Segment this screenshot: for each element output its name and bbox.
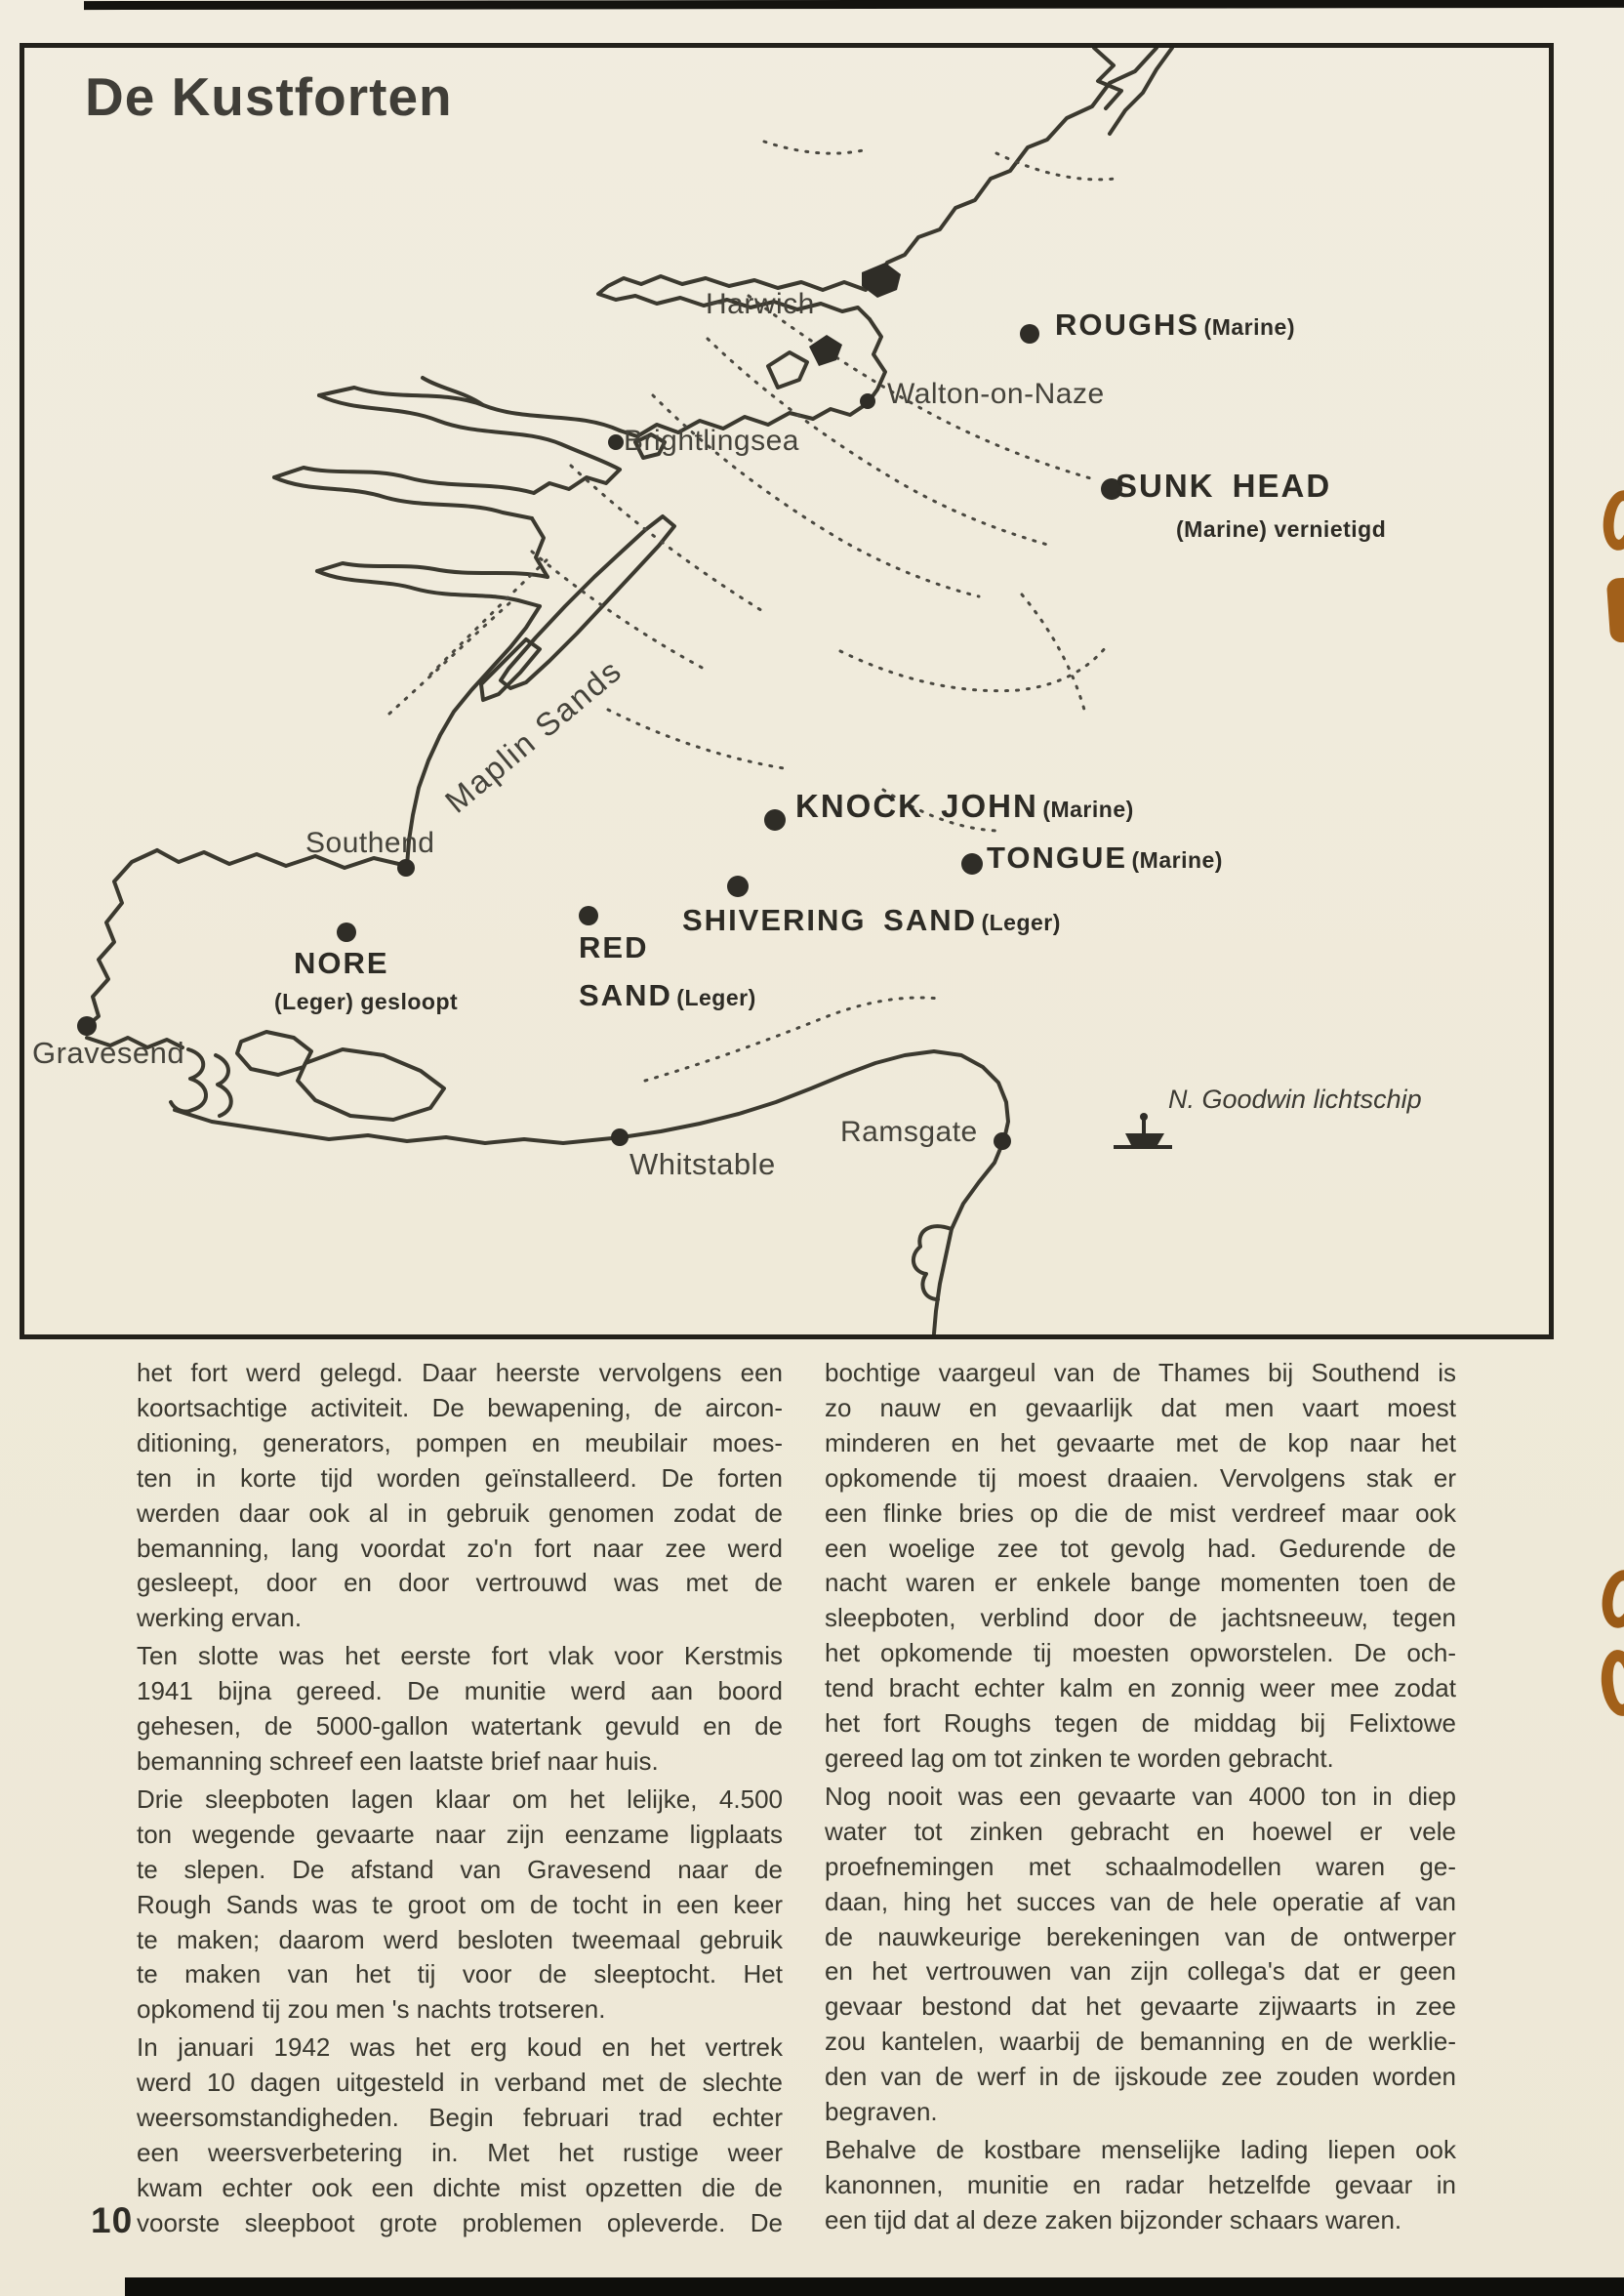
harwich-harbour-blob: [862, 263, 901, 298]
text-line: Nog nooit was een gevaarte van 4000 ton in diep: [825, 1781, 1456, 1811]
text-line: daan, hing het succes van de hele operatie af van: [825, 1886, 1456, 1916]
thames-estuary-map: [24, 48, 1549, 1334]
text-line: bemanning, lang voordat zo'n fort naar zee werd: [137, 1533, 783, 1563]
text-line: kanonnen, munitie en radar hetzelfde gevaar in: [825, 2169, 1456, 2199]
paragraph: [137, 1639, 783, 1780]
fort-qualifier: (Leger): [676, 985, 756, 1010]
text-line: proefnemingen met schaalmodellen waren ge-: [825, 1851, 1456, 1881]
page-edge-print-artifact: [1600, 488, 1624, 553]
walton-islet-filled: [809, 335, 842, 366]
text-line: tend bracht echter kalm en zonnig weer mee zodat: [825, 1673, 1456, 1703]
text-line: gereed lag om tot zinken te worden gebracht.: [825, 1742, 1334, 1773]
text-line: en het vertrouwen van zijn collega's dat er geen: [825, 1956, 1456, 1987]
text-line: bemanning schreef een laatste brief naar huis.: [137, 1745, 659, 1776]
map-label-ramsgate: Ramsgate: [840, 1116, 978, 1148]
fort-dot-shivering-sand: [727, 876, 749, 897]
map-label-harwich: Harwich: [706, 288, 815, 320]
text-line: begraven.: [825, 2097, 938, 2127]
text-line: een tijd dat al deze zaken bijzonder schaars waren.: [825, 2204, 1402, 2234]
crouch-lower: [317, 571, 540, 606]
fort-name-line2: SAND: [579, 978, 672, 1012]
page-edge-print-artifact: [1599, 1648, 1624, 1718]
fort-name-line1: RED: [579, 930, 649, 964]
page-title: De Kustforten: [85, 66, 453, 127]
paragraph: [825, 1356, 1456, 1777]
text-line: een woelige zee tot gevolg had. Gedurende de: [825, 1533, 1456, 1563]
fort-name: SUNK HEAD: [1116, 468, 1332, 504]
fort-qualifier: (Marine): [1203, 314, 1295, 340]
text-line: Drie sleepboten lagen klaar om het lelijke, 4.500: [137, 1784, 783, 1814]
map-label-walton-on-naze: Walton-on-Naze: [887, 378, 1105, 410]
blackwater-upper: [274, 468, 534, 493]
fort-dot-red-sand: [579, 906, 598, 925]
map-label-fort-sunk-head: [1116, 468, 1386, 543]
text-line: een flinke bries op die de mist verdreef maar ook: [825, 1497, 1456, 1528]
medway-creek-2: [216, 1055, 231, 1116]
map-label-fort-roughs: [1055, 308, 1295, 343]
article-column-right: [825, 1356, 1456, 2241]
map-label-gravesend: Gravesend: [32, 1036, 185, 1070]
text-line: nacht waren er enkele bange momenten toen de: [825, 1568, 1456, 1598]
text-line: voorste sleepboot grote problemen opleverde. De: [137, 2207, 783, 2237]
text-line: Behalve de kostbare menselijke lading liepen ook: [825, 2134, 1456, 2164]
text-line: het fort werd gelegd. Daar heerste vervolgens een: [137, 1358, 783, 1387]
map-figure: [20, 43, 1554, 1339]
article-body: [137, 1356, 1456, 2241]
paragraph: [825, 1780, 1456, 2130]
text-line: minderen en het gevaarte met de kop naar het: [825, 1427, 1456, 1457]
text-line: werking ervan.: [137, 1603, 303, 1633]
map-label-fort-tongue: [987, 840, 1223, 876]
text-line: gesleept, door en door vertrouwd was met de: [137, 1568, 783, 1598]
text-line: In januari 1942 was het erg koud en het vertrek: [137, 2032, 783, 2063]
paragraph: [825, 2133, 1456, 2238]
fort-name: TONGUE: [987, 840, 1128, 875]
colne-estuary-lower: [319, 395, 620, 470]
map-label-whitstable: Whitstable: [629, 1147, 776, 1181]
text-line: ditioning, generators, pompen en meubilair moes-: [137, 1427, 783, 1457]
fort-name: ROUGHS: [1055, 308, 1200, 342]
map-label-fort-knock-john: [795, 788, 1134, 825]
text-line: opkomend tij zou men 's nachts trotseren.: [137, 1994, 606, 2025]
text-line: werden daar ook al in gebruik genomen zodat de: [137, 1497, 783, 1528]
fort-dot-knock-john: [764, 809, 786, 831]
text-line: Ten slotte was het eerste fort vlak voor Kerstmis: [137, 1641, 783, 1671]
paragraph: [137, 1356, 783, 1636]
town-dot-ramsgate: [994, 1132, 1011, 1150]
fort-dot-roughs: [1020, 324, 1039, 344]
coast-south-of-ramsgate: [934, 1139, 1004, 1333]
text-line: het opkomende tij moesten opworstelen. De och-: [825, 1638, 1456, 1668]
text-line: bochtige vaargeul van de Thames bij Southend is: [825, 1358, 1456, 1387]
crouch-upper: [317, 563, 548, 577]
text-line: de nauwkeurige berekeningen van de ontwerper: [825, 1921, 1456, 1951]
text-line: kwam echter ook een dichte mist opzetten die de: [137, 2172, 783, 2202]
text-line: te slepen. De afstand van Gravesend naar de: [137, 1854, 783, 1884]
town-dot-brightlingsea: [608, 434, 624, 450]
text-line: 1941 bijna gereed. De munitie werd aan boord: [137, 1676, 783, 1706]
page-edge-print-artifact: [1606, 577, 1624, 643]
paragraph: [137, 2030, 783, 2240]
text-line: den van de werf in de ijskoude zee zouden worden: [825, 2062, 1456, 2092]
text-line: weersomstandigheden. Begin februari trad echter: [137, 2103, 783, 2133]
thames-river: [87, 850, 157, 1026]
page-edge-print-artifact: [1598, 1567, 1624, 1631]
text-line: gevaar bestond dat het gevaarte zijwaarts in zee: [825, 1991, 1456, 2022]
fort-name: SHIVERING SAND: [682, 903, 977, 937]
fort-dot-tongue: [961, 853, 983, 875]
text-line: zou kantelen, waarbij de bemanning en de werklie-: [825, 2027, 1456, 2057]
scan-bottom-edge: [125, 2277, 1624, 2296]
text-line: water tot zinken gebracht en hoewel er vele: [825, 1816, 1456, 1846]
colne-branch: [423, 378, 483, 405]
fort-dot-nore: [337, 922, 356, 942]
text-line: het fort Roughs tegen de middag bij Felixtowe: [825, 1708, 1456, 1739]
fort-name: KNOCK JOHN: [795, 788, 1038, 824]
page-number: 10: [91, 2200, 134, 2240]
map-label-maplin-sands: Maplin Sands: [437, 651, 629, 820]
text-line: gehesen, de 5000-gallon watertank gevuld en de: [137, 1711, 783, 1742]
fort-qualifier: (Leger) gesloopt: [274, 989, 459, 1014]
paragraph: [137, 1783, 783, 2028]
fort-name: NORE: [294, 946, 389, 980]
text-line: te maken; daarom werd besloten tweemaal gebruik: [137, 1924, 783, 1954]
lightship-icon: [1114, 1113, 1172, 1149]
town-dot-gravesend: [77, 1016, 97, 1036]
text-line: koortsachtige activiteit. De bewapening, de aircon-: [137, 1392, 783, 1422]
isle-of-sheppey: [298, 1049, 444, 1120]
walton-island: [768, 352, 807, 388]
text-line: ton wegende gevaarte naar zijn eenzame ligplaats: [137, 1819, 783, 1849]
text-line: ten in korte tijd worden geïnstalleerd. De forten: [137, 1462, 783, 1493]
blackwater-lower: [274, 477, 532, 518]
dengie-coast: [534, 470, 620, 493]
scan-top-edge: [84, 0, 1624, 10]
map-label-fort-nore: [274, 946, 459, 1015]
town-dot-whitstable: [611, 1128, 629, 1146]
text-line: zo nauw en gevaarlijk dat men vaart moest: [825, 1392, 1456, 1422]
map-label-brightlingsea: Brightlingsea: [624, 425, 799, 457]
town-dot-walton: [860, 393, 875, 409]
text-line: opkomende tij moest draaien. Vervolgens stak er: [825, 1462, 1456, 1493]
fort-qualifier: (Marine): [1131, 847, 1223, 873]
text-line: te maken van het tij voor de sleeptocht. Het: [137, 1959, 783, 1989]
text-line: sleepboten, verblind door de jachtsneeuw, tegen: [825, 1603, 1456, 1633]
map-label-southend: Southend: [305, 827, 435, 859]
town-dot-southend: [397, 859, 415, 877]
kent-coast: [175, 1110, 622, 1143]
text-line: werd 10 dagen uitgesteld in verband met de slechte: [137, 2068, 783, 2098]
isle-of-grain: [237, 1032, 311, 1075]
article-column-left: [137, 1356, 783, 2241]
text-line: een weersverbetering in. Met het rustige weer: [137, 2137, 783, 2167]
text-line: Rough Sands was te groot om de tocht in een keer: [137, 1889, 783, 1919]
fort-qualifier: (Leger): [981, 910, 1061, 935]
map-label-goodwin-lightship: N. Goodwin lichtschip: [1168, 1085, 1422, 1114]
map-label-fort-red-sand: [579, 926, 756, 1022]
fort-qualifier: (Marine) vernietigd: [1176, 516, 1387, 542]
fort-qualifier: (Marine): [1042, 797, 1134, 822]
